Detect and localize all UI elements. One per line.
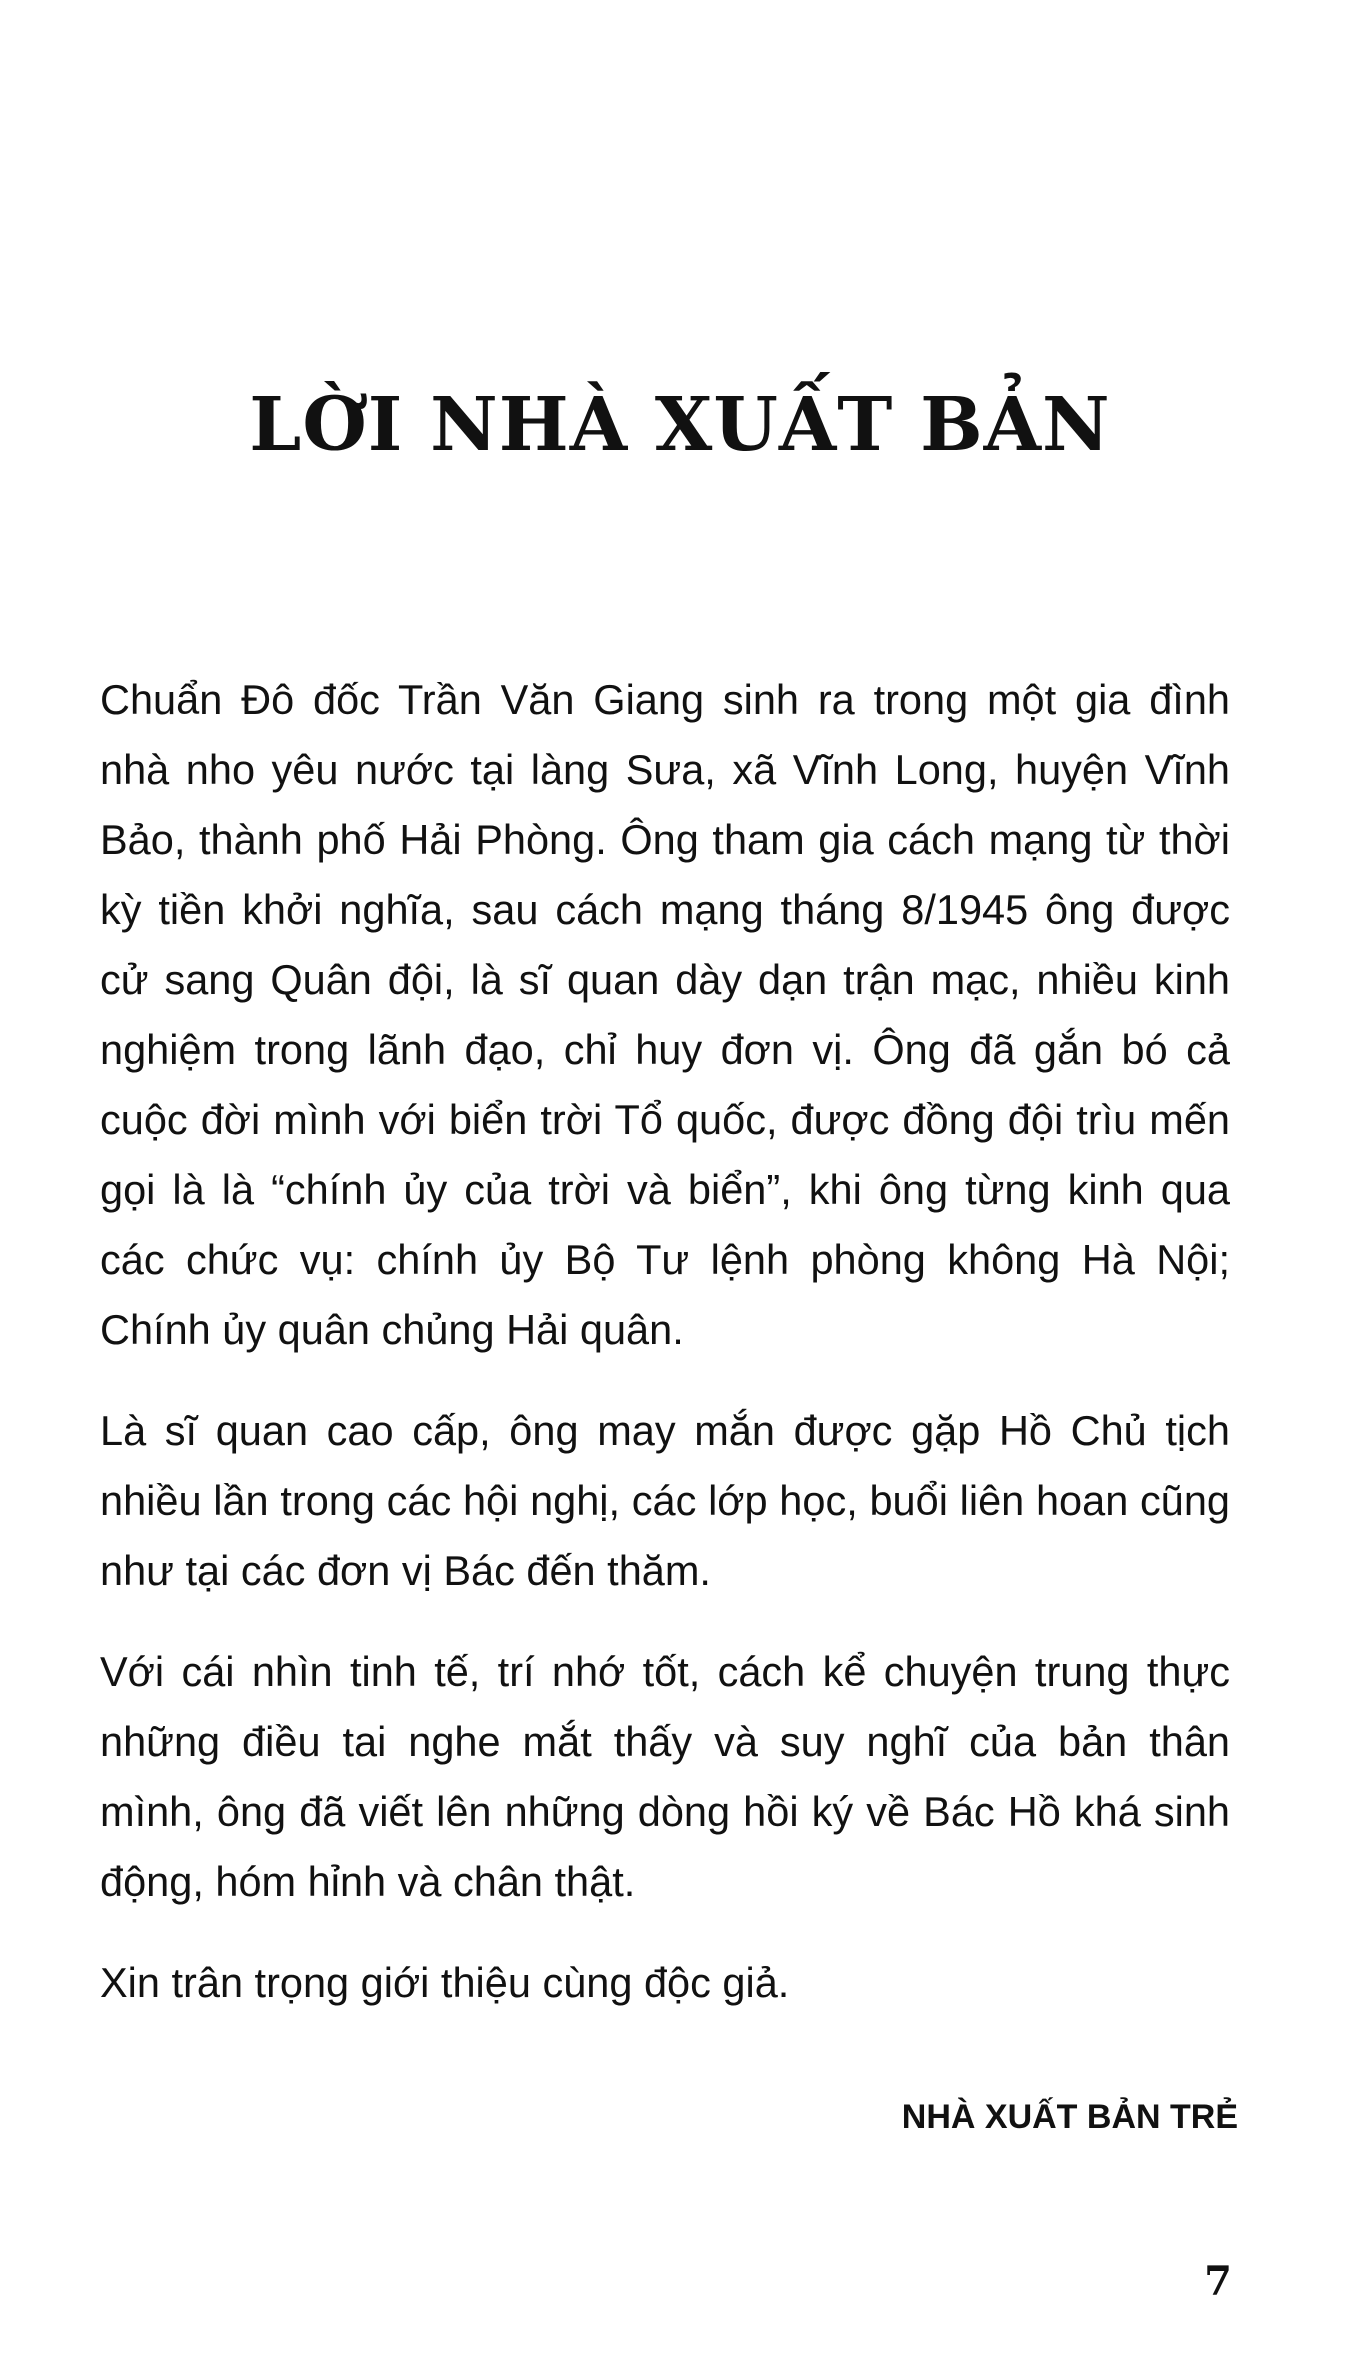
publisher-signature: NHÀ XUẤT BẢN TRẺ <box>901 2098 1238 2136</box>
paragraph-closing: Xin trân trọng giới thiệu cùng độc giả. <box>100 1959 790 2006</box>
paragraph-memoir: Với cái nhìn tinh tế, trí nhớ tốt, cách kể chuyện trung thực những điều tai nghe mắt thấy và suy nghĩ của bản thân mình, ông đã viết lên những dòng hồi ký về Bác Hồ khá sinh động, hóm hỉnh và chân thật. <box>100 1648 1230 1905</box>
paragraph-meetings: Là sĩ quan cao cấp, ông may mắn được gặp Hồ Chủ tịch nhiều lần trong các hội nghị, các lớp học, buổi liên hoan cũng như tại các đơn vị Bác đến thăm. <box>100 1407 1230 1594</box>
page-number: 7 <box>1204 2258 1232 2305</box>
paragraph-author-bio: Chuẩn Đô đốc Trần Văn Giang sinh ra trong một gia đình nhà nho yêu nước tại làng Sưa, xã Vĩnh Long, huyện Vĩnh Bảo, thành phố Hải Phòng. Ông tham gia cách mạng từ thời kỳ tiền khởi nghĩa, sau cách mạng tháng 8/1945 ông được cử sang Quân đội, là sĩ quan dày dạn trận mạc, nhiều kinh nghiệm trong lãnh đạo, chỉ huy đơn vị. Ông đã gắn bó cả cuộc đời mình với biển trời Tổ quốc, được đồng đội trìu mến gọi là là “chính ủy của trời và biển”, khi ông từng kinh qua các chức vụ: chính ủy Bộ Tư lệnh phòng không Hà Nội; Chính ủy quân chủng Hải quân. <box>100 676 1230 1353</box>
body-text <box>100 665 1230 2049</box>
page-title: LỜI NHÀ XUẤT BẢN <box>249 382 1111 468</box>
